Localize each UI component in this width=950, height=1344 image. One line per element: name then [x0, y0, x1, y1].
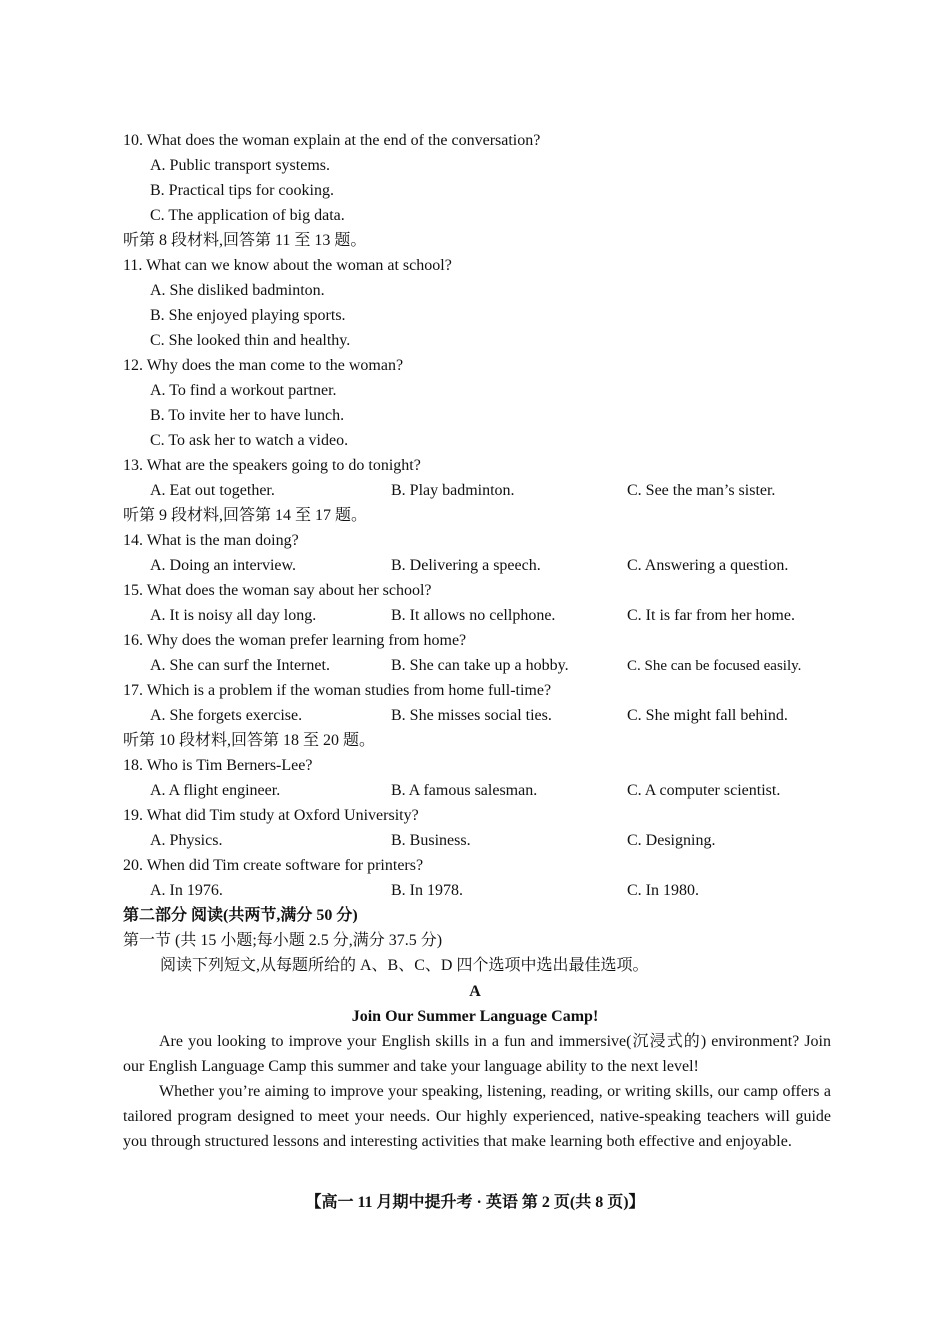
- question-12: 12. Why does the man come to the woman?: [123, 357, 404, 374]
- q20-option-a: A. In 1976.: [150, 882, 223, 899]
- question-18: 18. Who is Tim Berners-Lee?: [123, 757, 313, 774]
- q17-option-c: C. She might fall behind.: [627, 707, 788, 724]
- q19-option-a: A. Physics.: [150, 832, 223, 849]
- q18-option-c: C. A computer scientist.: [627, 782, 781, 799]
- q17-option-b: B. She misses social ties.: [391, 707, 552, 724]
- question-13: 13. What are the speakers going to do tonight?: [123, 457, 421, 474]
- q15-option-b: B. It allows no cellphone.: [391, 607, 556, 624]
- q19-option-c: C. Designing.: [627, 832, 716, 849]
- question-11: 11. What can we know about the woman at school?: [123, 257, 452, 274]
- q11-option-c: C. She looked thin and healthy.: [150, 332, 351, 349]
- question-19: 19. What did Tim study at Oxford University?: [123, 807, 419, 824]
- q16-option-a: A. She can surf the Internet.: [150, 657, 330, 674]
- q13-option-a: A. Eat out together.: [150, 482, 275, 499]
- q12-option-a: A. To find a workout partner.: [150, 382, 337, 399]
- instruction-section-10: 听第 10 段材料,回答第 18 至 20 题。: [123, 732, 376, 749]
- q15-option-c: C. It is far from her home.: [627, 607, 795, 624]
- q15-option-a: A. It is noisy all day long.: [150, 607, 317, 624]
- passage-paragraph-2: Whether you’re aiming to improve your speaking, listening, reading, or writing skills, our camp offers a tailored program designed to meet your needs. Our highly experienced, native-speaking teachers will guide you through structured lessons and interesting activities that make learning both effective and enjoyable.: [123, 1083, 831, 1150]
- q14-option-c: C. Answering a question.: [627, 557, 789, 574]
- q20-option-b: B. In 1978.: [391, 882, 463, 899]
- q10-option-c: C. The application of big data.: [150, 207, 345, 224]
- page-footer: 【高一 11 月期中提升考 · 英语 第 2 页(共 8 页)】: [305, 1194, 645, 1211]
- q19-option-b: B. Business.: [391, 832, 471, 849]
- instruction-section-9: 听第 9 段材料,回答第 14 至 17 题。: [123, 507, 368, 524]
- q14-option-a: A. Doing an interview.: [150, 557, 297, 574]
- q10-option-b: B. Practical tips for cooking.: [150, 182, 334, 199]
- passage-letter: A: [469, 983, 481, 1000]
- q18-option-a: A. A flight engineer.: [150, 782, 281, 799]
- part-2-heading: 第二部分 阅读(共两节,满分 50 分): [123, 907, 358, 924]
- question-20: 20. When did Tim create software for printers?: [123, 857, 424, 874]
- section-1-heading: 第一节 (共 15 小题;每小题 2.5 分,满分 37.5 分): [123, 932, 443, 949]
- q18-option-b: B. A famous salesman.: [391, 782, 538, 799]
- q13-option-c: C. See the man’s sister.: [627, 482, 776, 499]
- q16-option-c: C. She can be focused easily.: [627, 658, 802, 674]
- q10-option-a: A. Public transport systems.: [150, 157, 330, 174]
- instruction-section-8: 听第 8 段材料,回答第 11 至 13 题。: [123, 232, 367, 249]
- q16-option-b: B. She can take up a hobby.: [391, 657, 569, 674]
- q11-option-b: B. She enjoyed playing sports.: [150, 307, 346, 324]
- q20-option-c: C. In 1980.: [627, 882, 699, 899]
- q13-option-b: B. Play badminton.: [391, 482, 515, 499]
- q11-option-a: A. She disliked badminton.: [150, 282, 325, 299]
- question-15: 15. What does the woman say about her school?: [123, 582, 432, 599]
- q12-option-b: B. To invite her to have lunch.: [150, 407, 345, 424]
- q17-option-a: A. She forgets exercise.: [150, 707, 303, 724]
- reading-instruction: 阅读下列短文,从每题所给的 A、B、C、D 四个选项中选出最佳选项。: [160, 957, 649, 974]
- q12-option-c: C. To ask her to watch a video.: [150, 432, 349, 449]
- question-16: 16. Why does the woman prefer learning from home?: [123, 632, 467, 649]
- q14-option-b: B. Delivering a speech.: [391, 557, 541, 574]
- question-17: 17. Which is a problem if the woman studies from home full-time?: [123, 682, 552, 699]
- question-14: 14. What is the man doing?: [123, 532, 299, 549]
- passage-paragraph-1: Are you looking to improve your English skills in a fun and immersive(沉浸式的) environment? Join our English Language Camp this summer and take your language ability to the next level!: [123, 1033, 831, 1075]
- question-10: 10. What does the woman explain at the end of the conversation?: [123, 132, 541, 149]
- passage-title: Join Our Summer Language Camp!: [351, 1008, 599, 1025]
